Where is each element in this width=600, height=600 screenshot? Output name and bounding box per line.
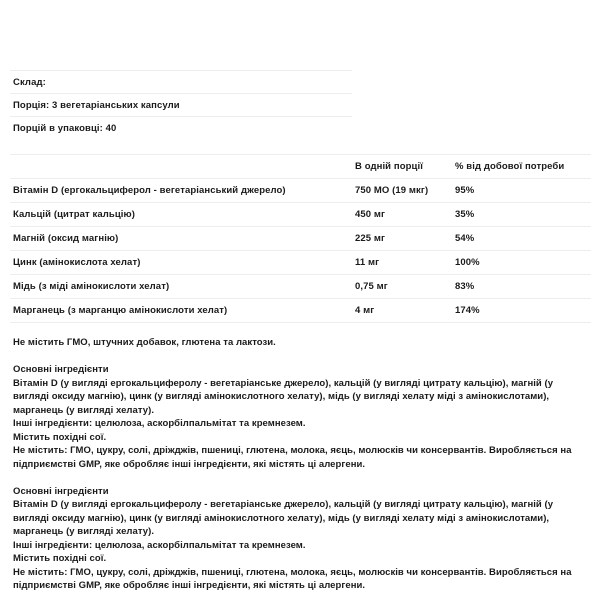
supplement-facts-table <box>10 154 591 323</box>
table-row <box>10 275 591 299</box>
table-row <box>10 179 591 203</box>
nutrient-daily-value: 54% <box>455 227 591 251</box>
nutrient-amount: 4 мг <box>355 299 455 323</box>
table-row <box>10 299 591 323</box>
ingredients-block-1 <box>13 363 590 471</box>
nutrient-name: Магній (оксид магнію) <box>10 227 355 251</box>
allergen-free-text: Не містить: ГМО, цукру, солі, дріжджів, пшениці, глютена, молока, яєць, молюсків чи консервантів. Виробляється на підприємстві GMP, яке обробляє інші інгредієнти, які містять ці алергени. <box>13 566 572 591</box>
contains-allergens-text: Містить похідні сої. <box>13 553 107 564</box>
top-spacer <box>10 0 590 70</box>
nutrient-name: Цинк (амінокислота хелат) <box>10 251 355 275</box>
nutrient-amount: 11 мг <box>355 251 455 275</box>
free-from-note: Не містить ГМО, штучних добавок, глютена та лактози. <box>13 337 276 348</box>
nutrient-amount: 225 мг <box>355 227 455 251</box>
other-ingredients-text: Інші інгредієнти: целюлоза, аскорбілпальмітат та кремнезем. <box>13 539 306 551</box>
nutrient-daily-value: 35% <box>455 203 591 227</box>
table-header-row <box>10 155 591 179</box>
nutrient-name: Марганець (з марганцю амінокислоти хелат) <box>10 299 355 323</box>
table-row <box>10 203 591 227</box>
nutrient-daily-value: 100% <box>455 251 591 275</box>
ingredients-block-2 <box>13 485 590 593</box>
nutrient-amount: 0,75 мг <box>355 275 455 299</box>
summary-row-serving-size: Порція: 3 вегетаріанських капсули <box>10 93 352 116</box>
main-ingredients-text: Вітамін D (у вигляді ергокальциферолу - вегетаріанське джерело), кальцій (у вигляді цитрату кальцію), магній (у вигляді оксиду магнію), цинк (у вигляді амінокислотного хелату), мідь (у вигляді хелату міді з амінокислотами), марганець (у вигляді хелату). <box>13 377 554 416</box>
nutrient-name: Кальцій (цитрат кальцію) <box>10 203 355 227</box>
ingredients-heading: Основні інгредієнти <box>13 364 109 375</box>
nutrient-amount: 450 мг <box>355 203 455 227</box>
summary-row-composition: Склад: <box>10 70 352 93</box>
notes-section <box>10 336 590 593</box>
column-header-per-serving: В одній порції <box>355 155 455 179</box>
summary-row-servings-per-container: Порцій в упаковці: 40 <box>10 116 352 139</box>
table-row <box>10 227 591 251</box>
main-ingredients-text: Вітамін D (у вигляді ергокальциферолу - вегетаріанське джерело), кальцій (у вигляді цитрату кальцію), магній (у вигляді оксиду магнію), цинк (у вигляді амінокислотного хелату), мідь (у вигляді хелату міді з амінокислотами), марганець (у вигляді хелату). <box>13 499 554 537</box>
contains-allergens-text: Містить похідні сої. <box>13 431 107 443</box>
column-header-daily-value: % від добової потреби <box>455 155 591 179</box>
nutrient-daily-value: 83% <box>455 275 591 299</box>
ingredients-heading: Основні інгредієнти <box>13 485 109 497</box>
nutrient-name: Вітамін D (ергокальциферол - вегетаріанський джерело) <box>10 179 355 203</box>
other-ingredients-text: Інші інгредієнти: целюлоза, аскорбілпальмітат та кремнезем. <box>13 418 306 429</box>
allergen-free-text: Не містить: ГМО, цукру, солі, дріжджів, пшениці, глютена, молока, яєць, молюсків чи консервантів. Виробляється на підприємстві GMP, яке обробляє інші інгредієнти, які містять ці алергени. <box>13 445 572 470</box>
table-row <box>10 251 591 275</box>
summary-section <box>10 70 352 139</box>
nutrient-daily-value: 174% <box>455 299 591 323</box>
nutrient-name: Мідь (з міді амінокислоти хелат) <box>10 275 355 299</box>
nutrient-amount: 750 МО (19 мкг) <box>355 179 455 203</box>
column-header-nutrient <box>10 155 355 179</box>
nutrient-daily-value: 95% <box>455 179 591 203</box>
